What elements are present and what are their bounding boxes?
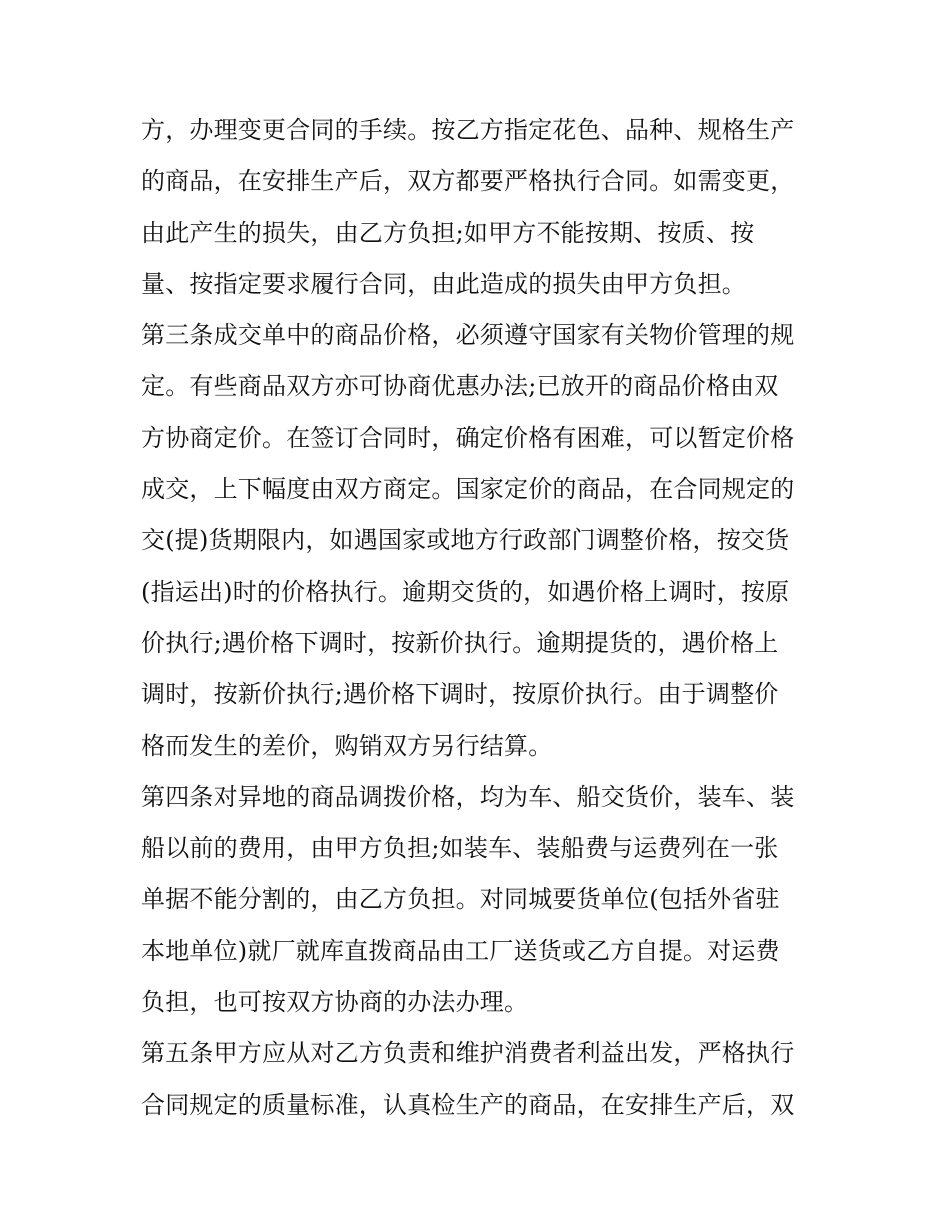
text-line: 格而发生的差价，购销双方另行结算。 <box>141 731 553 760</box>
text-line: 价执行;遇价格下调时，按新价执行。逾期提货的，遇价格上 <box>141 628 779 657</box>
text-line: 第四条对异地的商品调拨价格，均为车、船交货价，装车、装 <box>141 782 795 811</box>
text-line: 调时，按新价执行;遇价格下调时，按原价执行。由于调整价 <box>141 680 779 709</box>
text-line: 的商品，在安排生产后，双方都要严格执行合同。如需变更， <box>141 167 795 196</box>
text-line: 单据不能分割的，由乙方负担。对同城要货单位(包括外省驻 <box>141 885 780 914</box>
contract-body-text <box>141 105 821 1131</box>
text-line: 负担，也可按双方协商的办法办理。 <box>141 988 529 1017</box>
text-line: 由此产生的损失，由乙方负担;如甲方不能按期、按质、按 <box>141 218 755 247</box>
text-line: 方，办理变更合同的手续。按乙方指定花色、品种、规格生产 <box>141 116 795 144</box>
text-line: 合同规定的质量标准，认真检生产的商品，在安排生产后，双 <box>141 1090 795 1119</box>
text-line: 第五条甲方应从对乙方负责和维护消费者利益出发，严格执行 <box>141 1039 795 1068</box>
text-line: 第三条成交单中的商品价格，必须遵守国家有关物价管理的规 <box>141 321 795 350</box>
text-line: (指运出)时的价格执行。逾期交货的，如遇价格上调时，按原 <box>141 577 790 606</box>
text-line: 本地单位)就厂就库直拨商品由工厂送货或乙方自提。对运费 <box>141 936 780 965</box>
text-line: 定。有些商品双方亦可协商优惠办法;已放开的商品价格由双 <box>141 372 779 401</box>
text-line: 交(提)货期限内，如遇国家或地方行政部门调整价格，按交货 <box>141 526 790 555</box>
text-line: 船以前的费用，由甲方负担;如装车、装船费与运费列在一张 <box>141 834 779 863</box>
text-line: 方协商定价。在签订合同时，确定价格有困难，可以暂定价格 <box>141 423 795 452</box>
text-line: 量、按指定要求履行合同，由此造成的损失由甲方负担。 <box>141 269 746 298</box>
text-line: 成交，上下幅度由双方商定。国家定价的商品，在合同规定的 <box>141 475 795 504</box>
